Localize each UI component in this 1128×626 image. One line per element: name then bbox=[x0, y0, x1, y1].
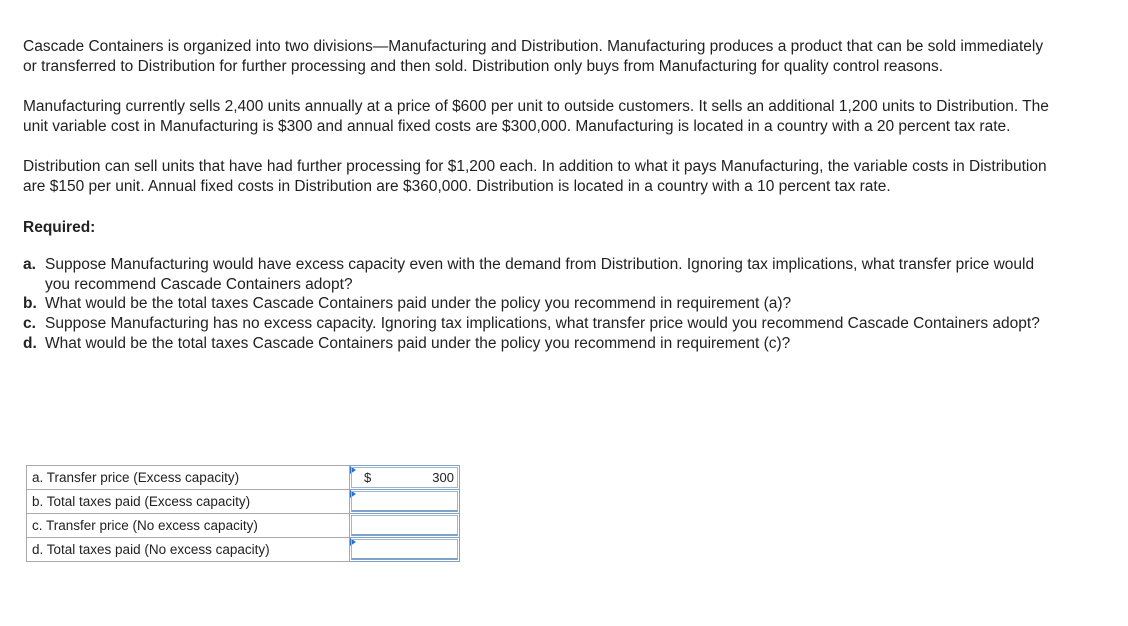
answer-input-c[interactable] bbox=[350, 514, 460, 538]
requirement-c bbox=[23, 314, 1053, 334]
answer-input-box[interactable] bbox=[351, 491, 458, 512]
requirement-a bbox=[23, 255, 1053, 294]
answer-label-a: a. Transfer price (Excess capacity) bbox=[27, 466, 350, 490]
currency-symbol: $ bbox=[364, 470, 372, 485]
distribution-paragraph: Distribution can sell units that have had further processing for $1,200 each. In addition to what it pays Manufacturing, the variable costs in Distribution are $150 per unit. Annual fixed costs in Distribution are $360,000. Distribution is located in a country with a 10 percent tax rate. bbox=[23, 158, 1047, 195]
answer-value[interactable]: 300 bbox=[432, 470, 454, 485]
requirement-text: Suppose Manufacturing has no excess capacity. Ignoring tax implications, what transfer price would you recommend Cascade Containers adopt? bbox=[45, 314, 1040, 332]
answer-input-box[interactable] bbox=[351, 515, 458, 536]
requirement-letter: d. bbox=[23, 334, 37, 352]
answer-label-c: c. Transfer price (No excess capacity) bbox=[27, 514, 350, 538]
requirement-letter: a. bbox=[23, 256, 36, 274]
requirement-letter: c. bbox=[23, 314, 36, 332]
manufacturing-paragraph: Manufacturing currently sells 2,400 units annually at a price of $600 per unit to outside customers. It sells an additional 1,200 units to Distribution. The unit variable cost in Manufacturing is $300 and annual fixed costs are $300,000. Manufacturing is located in a country with a 20 percent tax rate. bbox=[23, 98, 1049, 135]
answer-input-box[interactable] bbox=[351, 467, 458, 488]
requirement-text: What would be the total taxes Cascade Containers paid under the policy you recommend in requirement (c)? bbox=[45, 334, 791, 352]
requirement-text: What would be the total taxes Cascade Containers paid under the policy you recommend in requirement (a)? bbox=[45, 295, 792, 313]
intro-paragraph: Cascade Containers is organized into two divisions—Manufacturing and Distribution. Manufacturing produces a product that can be sold immediately or transferred to Distribution for further processing and then sold. Distribution only buys from Manufacturing for quality control reasons. bbox=[23, 38, 1044, 75]
problem-content bbox=[23, 37, 1053, 353]
requirement-b bbox=[23, 294, 1053, 314]
required-heading: Required: bbox=[23, 218, 96, 236]
table-row bbox=[27, 514, 460, 538]
requirements-list bbox=[23, 255, 1053, 353]
answer-input-b[interactable] bbox=[350, 490, 460, 514]
answer-table bbox=[26, 465, 460, 562]
requirement-text: Suppose Manufacturing would have excess capacity even with the demand from Distribution. Ignoring tax implications, what transfer price would you recommend Cascade Containers adopt? bbox=[45, 256, 1035, 293]
table-row bbox=[27, 490, 460, 514]
table-row bbox=[27, 538, 460, 562]
answer-input-box[interactable] bbox=[351, 539, 458, 560]
answer-label-d: d. Total taxes paid (No excess capacity) bbox=[27, 538, 350, 562]
answer-input-d[interactable] bbox=[350, 538, 460, 562]
answer-label-b: b. Total taxes paid (Excess capacity) bbox=[27, 490, 350, 514]
requirement-letter: b. bbox=[23, 295, 37, 313]
requirement-d bbox=[23, 334, 1053, 354]
table-row bbox=[27, 466, 460, 490]
answer-input-a[interactable] bbox=[350, 466, 460, 490]
